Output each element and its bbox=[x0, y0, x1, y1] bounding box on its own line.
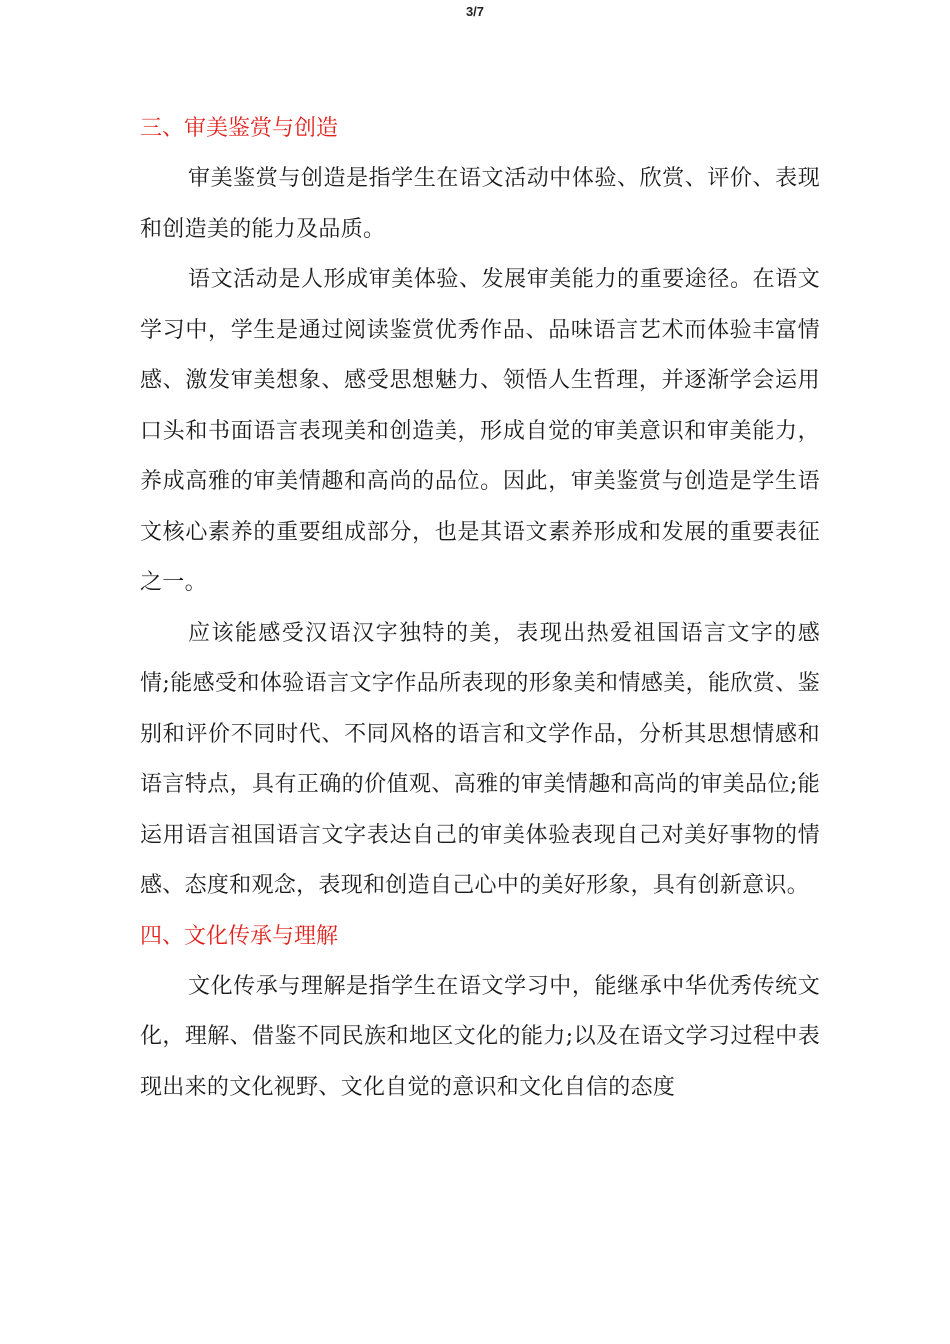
paragraph: 语文活动是人形成审美体验、发展审美能力的重要途径。在语文学习中，学生是通过阅读鉴赏优秀作品、品味语言艺术而体验丰富情感、激发审美想象、感受思想魅力、领悟人生哲理，并逐渐学会运用口头和书面语言表现美和创造美，形成自觉的审美意识和审美能力，养成高雅的审美情趣和高尚的品位。因此，审美鉴赏与创造是学生语文核心素养的重要组成部分，也是其语文素养形成和发展的重要表征之一。 bbox=[140, 267, 820, 595]
page-number: 3/7 bbox=[465, 4, 485, 19]
paragraph: 应该能感受汉语汉字独特的美，表现出热爱祖国语言文字的感情;能感受和体验语言文字作品所表现的形象美和情感美，能欣赏、鉴别和评价不同时代、不同风格的语言和文学作品，分析其思想情感和语言特点，具有正确的价值观、高雅的审美情趣和高尚的审美品位;能运用语言祖国语言文字表达自己的审美体验表现自己对美好事物的情感、态度和观念，表现和创造自己心中的美好形象，具有创新意识。 bbox=[140, 620, 820, 898]
section-heading-culture: 四、文化传承与理解 bbox=[140, 923, 339, 949]
section-heading-aesthetic: 三、审美鉴赏与创造 bbox=[140, 116, 339, 141]
document-body bbox=[140, 104, 820, 1113]
paragraph: 文化传承与理解是指学生在语文学习中，能继承中华优秀传统文化，理解、借鉴不同民族和地区文化的能力;以及在语文学习过程中表现出来的文化视野、文化自觉的意识和文化自信的态度 bbox=[140, 973, 820, 1100]
paragraph: 审美鉴赏与创造是指学生在语文活动中体验、欣赏、评价、表现和创造美的能力及品质。 bbox=[140, 166, 820, 242]
